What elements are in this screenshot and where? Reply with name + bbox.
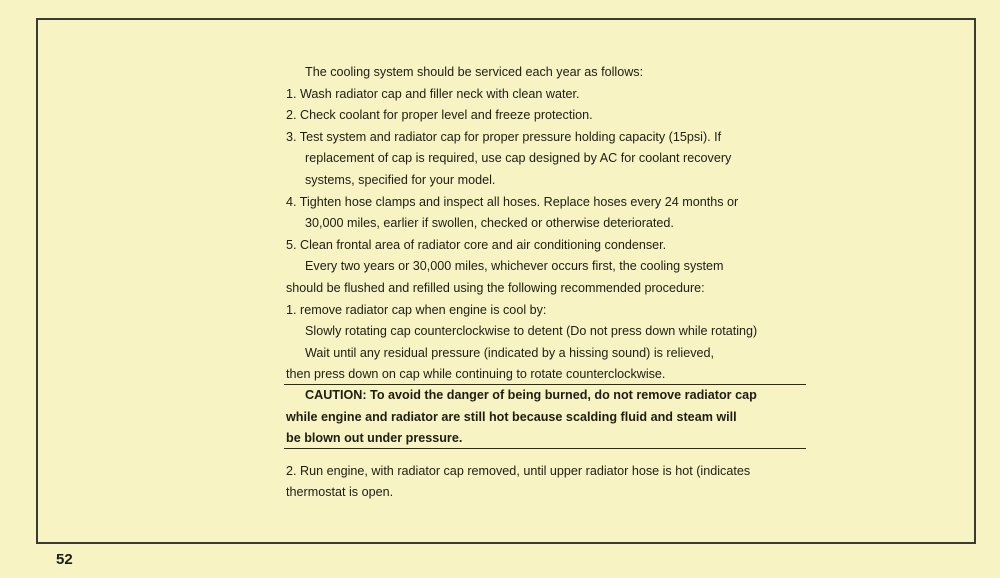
caution-text: CAUTION: To avoid the danger of being burned, do not remove radiator cap	[305, 387, 757, 402]
annual-step-3-cont: systems, specified for your model.	[305, 172, 496, 187]
procedure-step-1: 1. remove radiator cap when engine is cool by:	[286, 302, 547, 317]
annual-step-3-cont: replacement of cap is required, use cap designed by AC for coolant recovery	[305, 151, 732, 166]
service-instructions	[286, 62, 806, 504]
flush-intro-line: should be flushed and refilled using the following recommended procedure:	[286, 280, 705, 295]
procedure-step-1-detail: then press down on cap while continuing to rotate counterclockwise.	[286, 367, 666, 382]
procedure-step-1-detail: Wait until any residual pressure (indicated by a hissing sound) is relieved,	[305, 345, 715, 360]
annual-step-2: 2. Check coolant for proper level and freeze protection.	[286, 108, 593, 123]
annual-step-3: 3. Test system and radiator cap for proper pressure holding capacity (15psi). If	[286, 129, 722, 144]
annual-step-4-cont: 30,000 miles, earlier if swollen, checked or otherwise deteriorated.	[305, 216, 674, 231]
page-number: 52	[56, 551, 73, 568]
procedure-step-2-cont: thermostat is open.	[286, 485, 394, 500]
annual-step-4: 4. Tighten hose clamps and inspect all hoses. Replace hoses every 24 months or	[286, 194, 739, 209]
intro-line: The cooling system should be serviced each year as follows:	[305, 65, 644, 79]
caution-text: be blown out under pressure.	[286, 431, 463, 446]
annual-step-1: 1. Wash radiator cap and filler neck with clean water.	[286, 86, 580, 101]
caution-text: while engine and radiator are still hot because scalding fluid and steam will	[286, 409, 737, 424]
procedure-step-1-detail: Slowly rotating cap counterclockwise to detent (Do not press down while rotating)	[305, 324, 758, 339]
annual-step-5: 5. Clean frontal area of radiator core and air conditioning condenser.	[286, 237, 667, 252]
procedure-step-2: 2. Run engine, with radiator cap removed, until upper radiator hose is hot (indicates	[286, 463, 751, 478]
flush-intro-line: Every two years or 30,000 miles, whichever occurs first, the cooling system	[305, 259, 724, 274]
